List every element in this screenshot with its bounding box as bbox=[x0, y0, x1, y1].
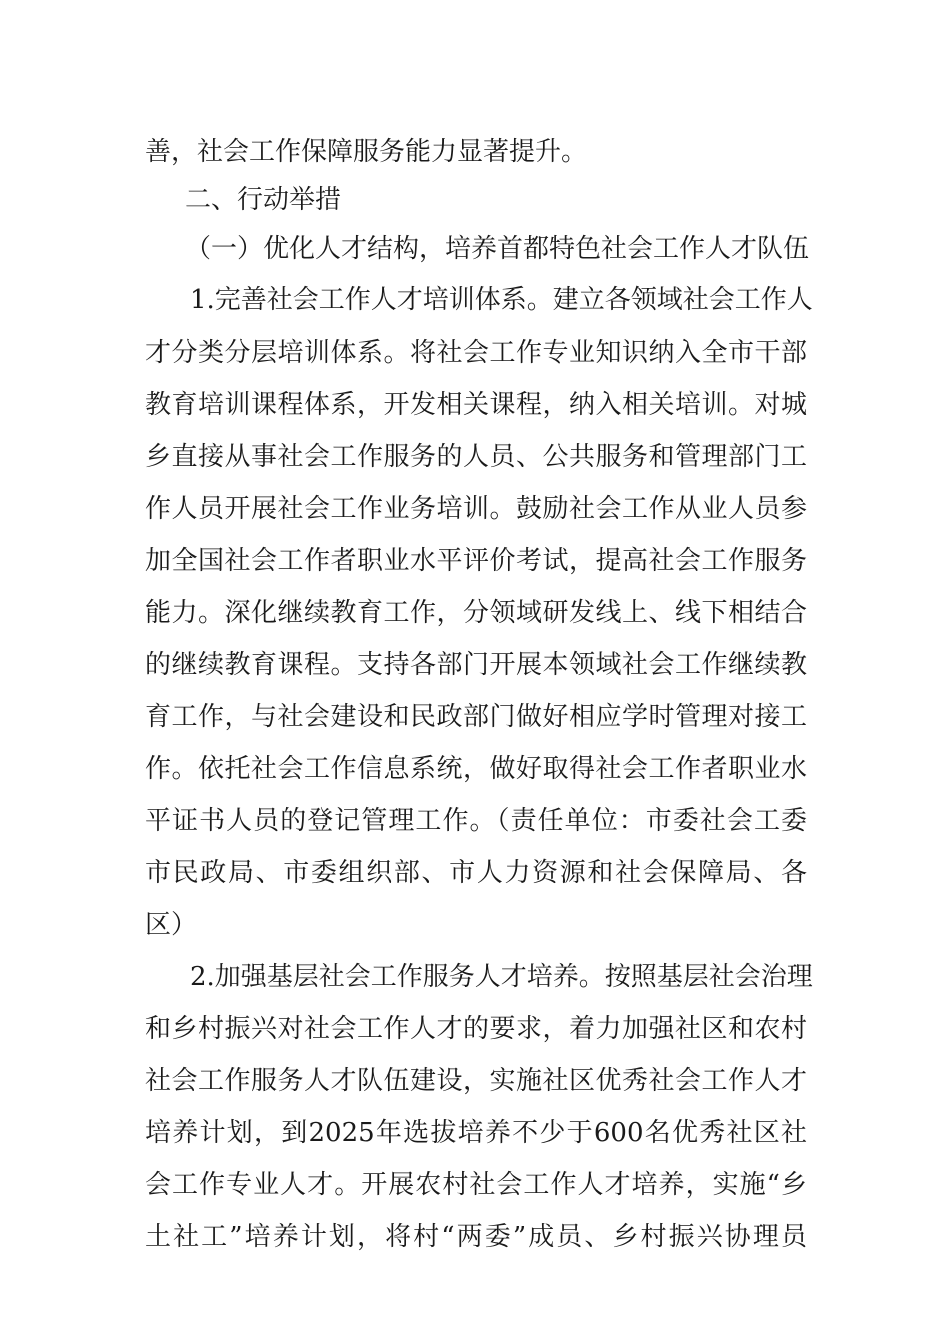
paragraph-line: 加全国社会工作者职业水平评价考试，提高社会工作服务 bbox=[145, 546, 807, 576]
paragraph-line: 的继续教育课程。支持各部门开展本领域社会工作继续教 bbox=[145, 650, 807, 680]
paragraph-line: 育工作，与社会建设和民政部门做好相应学时管理对接工 bbox=[145, 702, 807, 732]
paragraph-line: 社会工作服务人才队伍建设，实施社区优秀社会工作人才 bbox=[145, 1066, 807, 1096]
paragraph-line: 土社工”培养计划，将村“两委”成员、乡村振兴协理员 bbox=[145, 1222, 807, 1252]
paragraph-line: 乡直接从事社会工作服务的人员、公共服务和管理部门工 bbox=[145, 442, 807, 472]
paragraph-line: 善，社会工作保障服务能力显著提升。 bbox=[145, 137, 588, 167]
paragraph-line: 平证书人员的登记管理工作。（责任单位：市委社会工委 bbox=[145, 806, 807, 836]
paragraph-line: 和乡村振兴对社会工作人才的要求，着力加强社区和农村 bbox=[145, 1014, 807, 1044]
paragraph-line: 2.加强基层社会工作服务人才培养。按照基层社会治理 bbox=[190, 962, 813, 992]
subsection-heading: （一）优化人才结构，培养首都特色社会工作人才队伍 bbox=[185, 234, 810, 264]
paragraph-line: 才分类分层培训体系。将社会工作专业知识纳入全市干部 bbox=[145, 338, 807, 368]
paragraph-line: 市民政局、市委组织部、市人力资源和社会保障局、各 bbox=[145, 858, 807, 888]
paragraph-line: 能力。深化继续教育工作，分领域研发线上、线下相结合 bbox=[145, 598, 807, 628]
paragraph-line: 区） bbox=[145, 910, 198, 940]
paragraph-line: 培养计划，到2025年选拔培养不少于600名优秀社区社 bbox=[145, 1118, 807, 1148]
paragraph-line: 教育培训课程体系，开发相关课程，纳入相关培训。对城 bbox=[145, 390, 807, 420]
paragraph-line: 会工作专业人才。开展农村社会工作人才培养，实施“乡 bbox=[145, 1170, 807, 1200]
section-heading: 二、行动举措 bbox=[185, 185, 342, 215]
paragraph-line: 作。依托社会工作信息系统，做好取得社会工作者职业水 bbox=[145, 754, 807, 784]
paragraph-line: 1.完善社会工作人才培训体系。建立各领域社会工作人 bbox=[190, 285, 813, 315]
paragraph-line: 作人员开展社会工作业务培训。鼓励社会工作从业人员参 bbox=[145, 494, 807, 524]
